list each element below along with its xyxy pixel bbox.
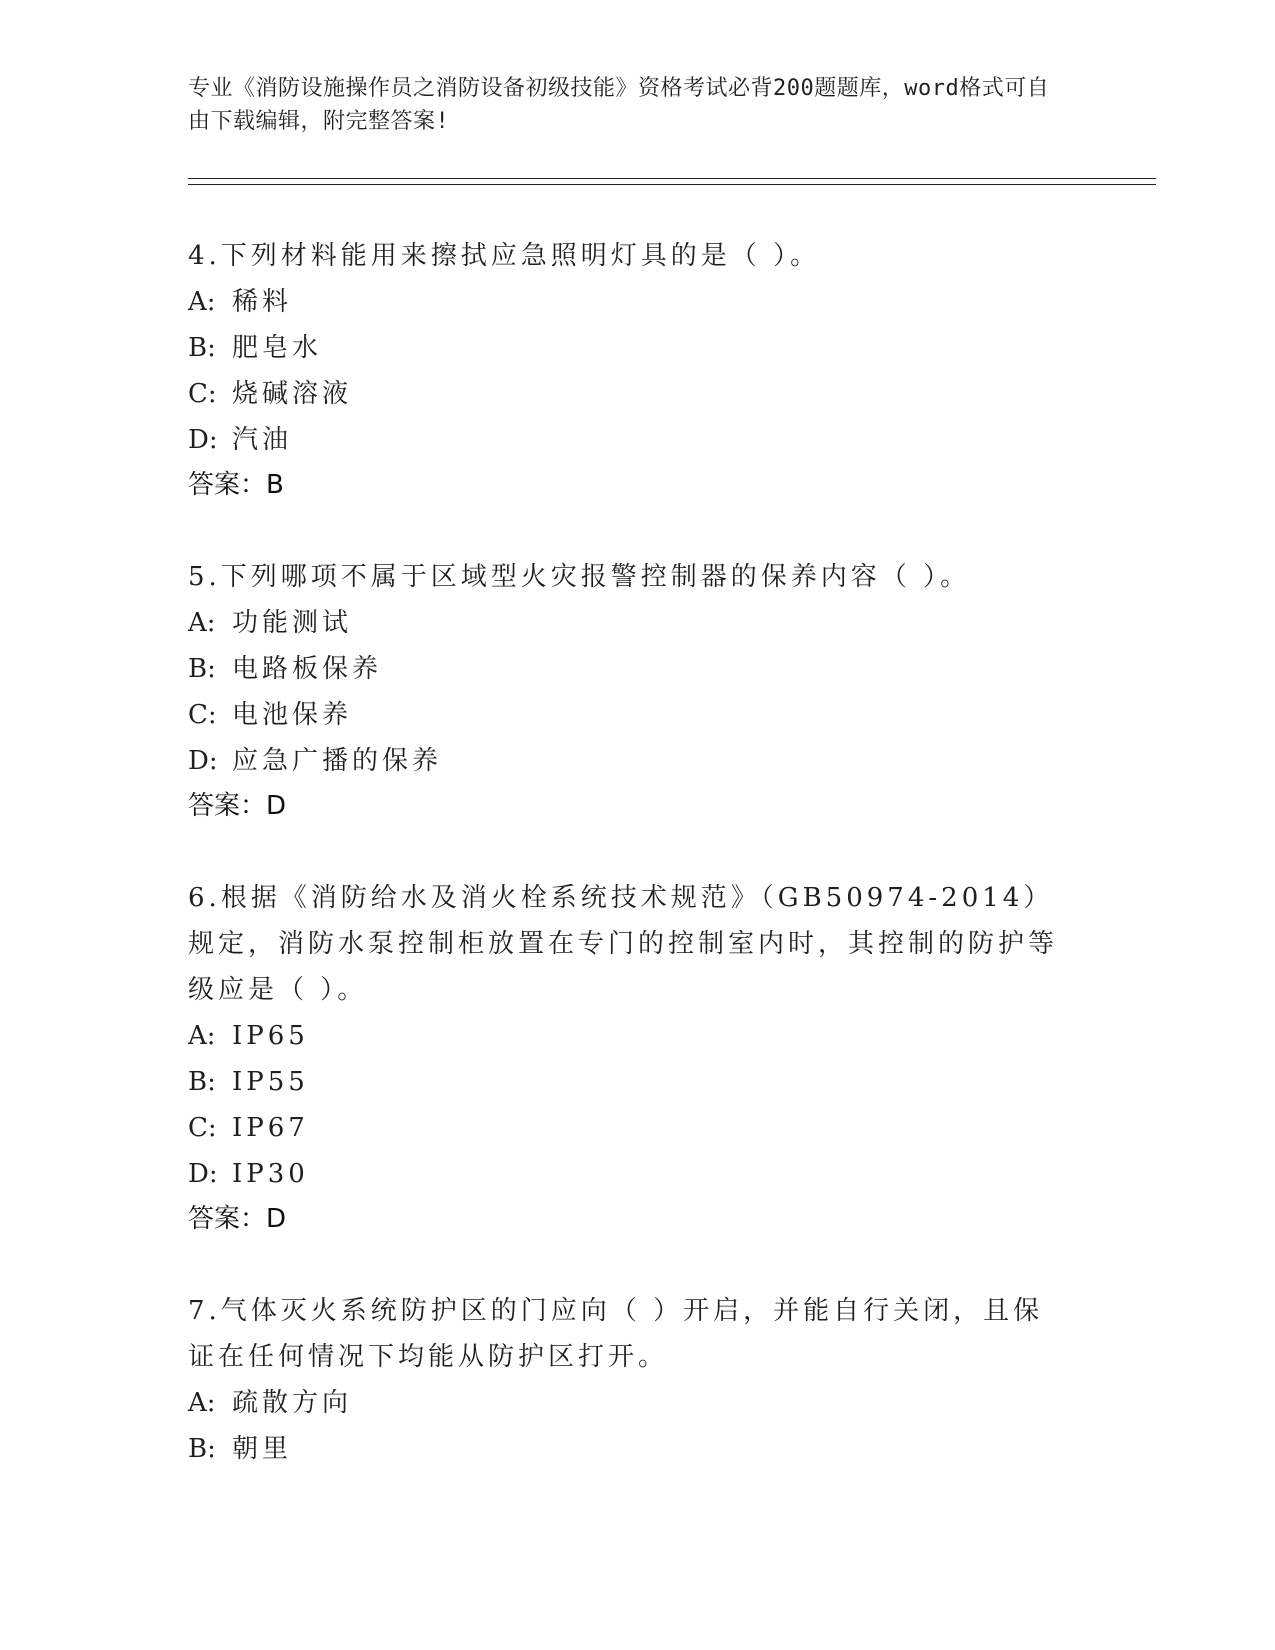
answer: 答案：B [188, 470, 284, 500]
option-a [188, 600, 1068, 646]
question-stem: 7.气体灭火系统防护区的门应向（ ）开启，并能自行关闭，且保证在任何情况下均能从防护区打开。 [188, 1296, 1044, 1372]
option-a [188, 1013, 1068, 1059]
question-stem: 4.下列材料能用来擦拭应急照明灯具的是（ ）。 [188, 241, 821, 271]
option-letter: C: [188, 700, 217, 730]
header-divider-top [188, 178, 1156, 179]
option-text: 肥皂水 [232, 333, 323, 363]
question-6 [188, 875, 1068, 1241]
option-c [188, 371, 1068, 417]
option-text: 烧碱溶液 [232, 379, 353, 409]
answer: 答案：D [188, 1204, 287, 1234]
option-letter: B: [188, 654, 216, 684]
option-d [188, 738, 1068, 784]
option-letter: B: [188, 1067, 216, 1097]
option-letter: C: [188, 379, 217, 409]
option-d [188, 417, 1068, 463]
answer: 答案：D [188, 791, 287, 821]
question-5 [188, 554, 1068, 828]
option-text: 疏散方向 [232, 1388, 353, 1418]
question-stem: 5.下列哪项不属于区域型火灾报警控制器的保养内容（ ）。 [188, 562, 971, 592]
option-letter: C: [188, 1113, 217, 1143]
document-header: 专业《消防设施操作员之消防设备初级技能》资格考试必背200题题库，word格式可自由下载编辑，附完整答案! [188, 76, 1050, 134]
option-letter: D: [188, 425, 218, 455]
option-b [188, 646, 1068, 692]
option-letter: B: [188, 1434, 216, 1464]
option-text: 稀料 [232, 287, 293, 317]
option-a [188, 1380, 1068, 1426]
question-7 [188, 1288, 1068, 1472]
option-text: IP65 [232, 1021, 309, 1051]
option-letter: A: [188, 608, 216, 638]
option-text: 朝里 [232, 1434, 293, 1464]
option-text: 功能测试 [232, 608, 353, 638]
option-letter: D: [188, 746, 218, 776]
option-c [188, 692, 1068, 738]
header-divider-bottom [188, 184, 1156, 185]
option-text: 电池保养 [232, 700, 353, 730]
option-c [188, 1105, 1068, 1151]
option-text: IP30 [232, 1159, 309, 1189]
option-a [188, 279, 1068, 325]
option-b [188, 1059, 1068, 1105]
option-text: IP55 [232, 1067, 309, 1097]
question-stem: 6.根据《消防给水及消火栓系统技术规范》（GB50974-2014）规定，消防水泵控制柜放置在专门的控制室内时，其控制的防护等级应是（ ）。 [188, 883, 1059, 1005]
option-letter: B: [188, 333, 216, 363]
option-letter: A: [188, 287, 216, 317]
option-text: 汽油 [232, 425, 293, 455]
option-text: IP67 [232, 1113, 309, 1143]
option-letter: A: [188, 1021, 216, 1051]
option-letter: A: [188, 1388, 216, 1418]
question-4 [188, 233, 1068, 507]
option-b [188, 1426, 1068, 1472]
option-text: 电路板保养 [232, 654, 383, 684]
option-letter: D: [188, 1159, 218, 1189]
option-b [188, 325, 1068, 371]
option-text: 应急广播的保养 [232, 746, 443, 776]
option-d [188, 1151, 1068, 1197]
